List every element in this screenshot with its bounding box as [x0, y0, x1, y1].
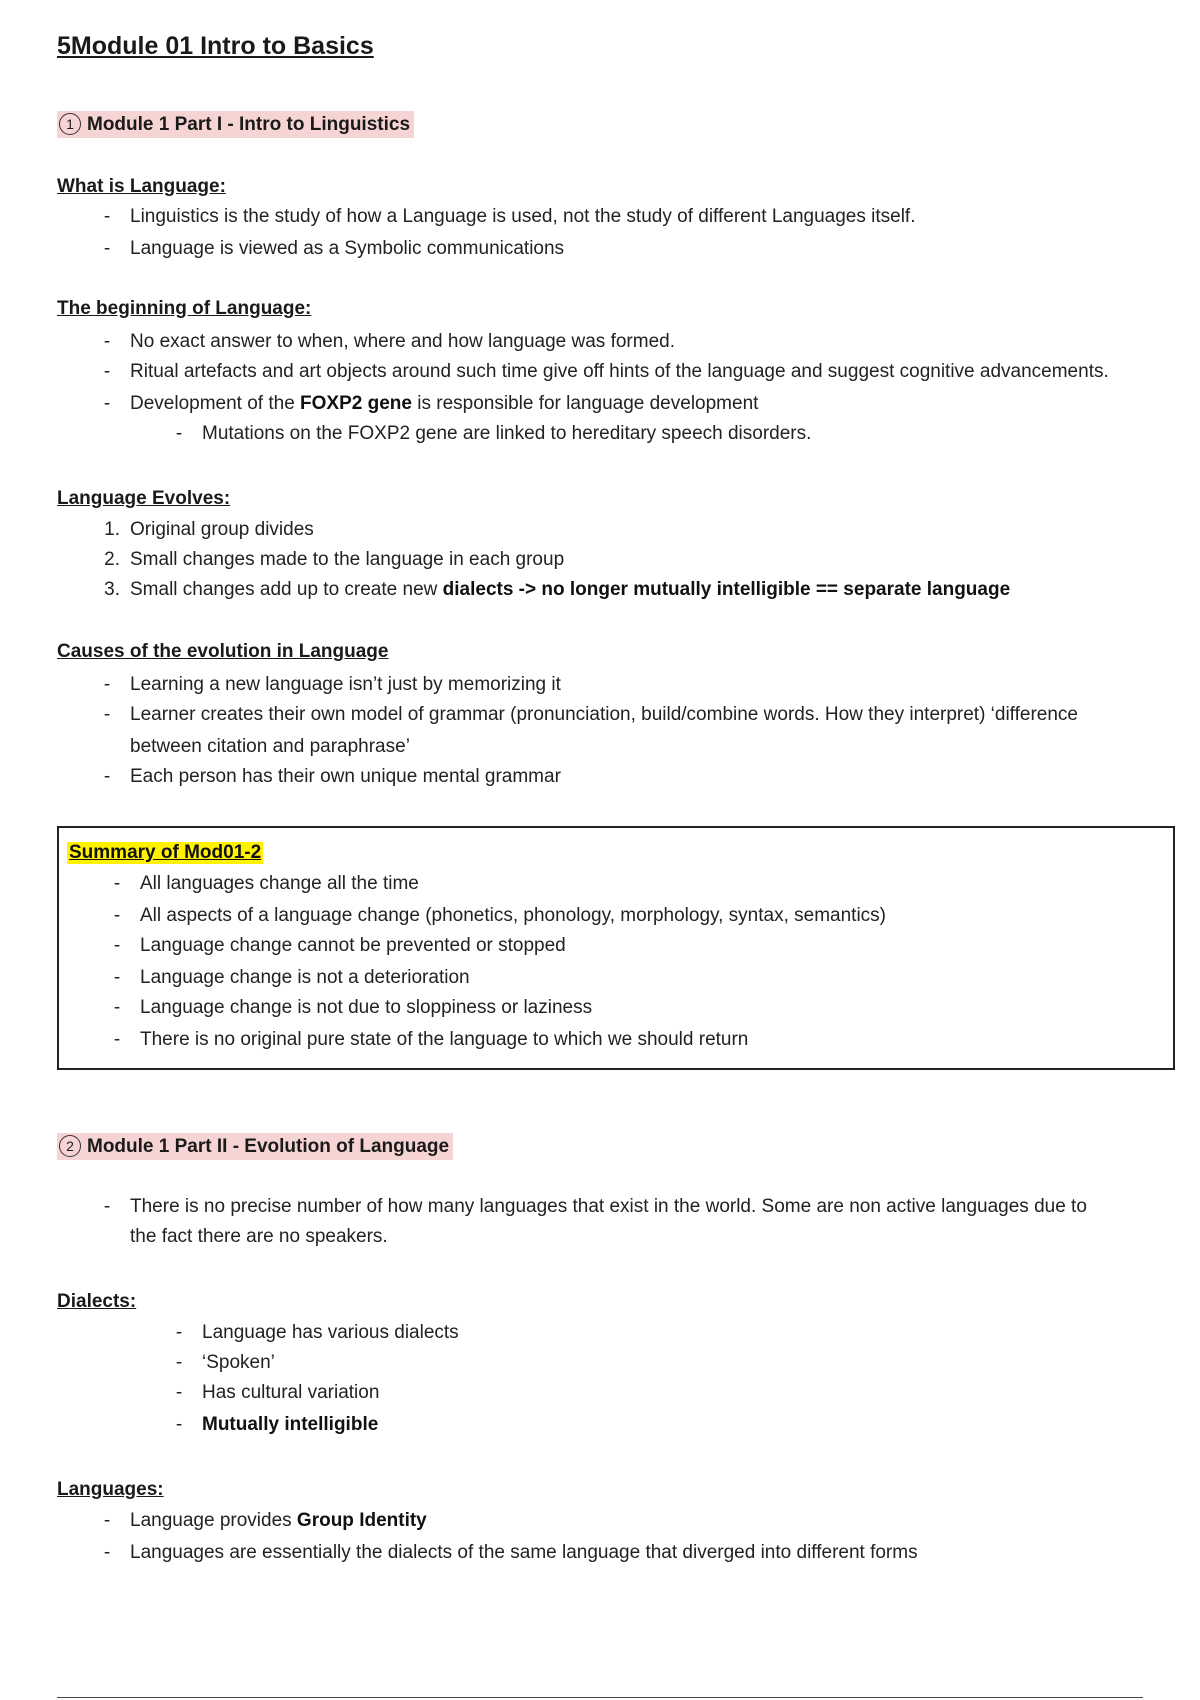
summary-item — [113, 935, 566, 957]
bullet-dash: - — [113, 905, 121, 926]
section-heading-beginning: The beginning of Language: — [57, 298, 312, 319]
bullet-dash: - — [113, 997, 121, 1018]
list-item-text: Each person has their own unique mental grammar — [130, 766, 561, 787]
list-item-continuation — [130, 1226, 388, 1248]
bullet-dash: - — [175, 1322, 183, 1343]
document-title: 5Module 01 Intro to Basics — [57, 32, 374, 60]
list-item-text: Language has various dialects — [202, 1322, 459, 1343]
list-item — [175, 1352, 275, 1374]
group-identity-bold: Group Identity — [296, 1510, 427, 1531]
summary-title: Summary of Mod01-2 — [69, 842, 262, 863]
bullet-dash: - — [103, 393, 111, 414]
list-item-text: Language change is not due to sloppiness or laziness — [140, 997, 593, 1018]
list-item-text: There is no original pure state of the language to which we should return — [140, 1029, 749, 1050]
list-item-continuation — [130, 736, 410, 758]
list-item-text: All aspects of a language change (phonetics, phonology, morphology, syntax, semantics) — [140, 905, 887, 926]
list-item — [103, 331, 675, 353]
list-item — [103, 1510, 427, 1532]
list-item-text: is responsible for language development — [411, 393, 759, 414]
bullet-dash: - — [103, 1196, 111, 1217]
bullet-dash: - — [103, 674, 111, 695]
bullet-dash: - — [103, 331, 111, 352]
dialects-bold: dialects -> no longer mutually intelligible == separate language — [442, 579, 1011, 600]
list-item-text: Development of the — [130, 393, 301, 414]
list-item-text: Small changes made to the language in each group — [130, 549, 565, 570]
list-item-text: There is no precise number of how many languages that exist in the world. Some are non active languages due to — [130, 1196, 1087, 1217]
list-item — [103, 766, 561, 788]
list-item-text: No exact answer to when, where and how language was formed. — [130, 331, 675, 352]
list-number: 2. — [104, 549, 120, 570]
summary-item — [113, 1029, 749, 1051]
bullet-dash: - — [175, 423, 183, 444]
bullet-dash: - — [103, 766, 111, 787]
summary-item — [113, 873, 419, 895]
list-item — [175, 1414, 379, 1436]
list-item — [103, 674, 561, 696]
summary-item — [113, 967, 470, 989]
bullet-dash: - — [103, 704, 111, 725]
section-heading-languages: Languages: — [57, 1479, 164, 1500]
list-item-text: ‘Spoken’ — [202, 1352, 275, 1373]
section-heading-what-is-language: What is Language: — [57, 176, 226, 197]
summary-item — [113, 997, 593, 1019]
list-item-text: Ritual artefacts and art objects around such time give off hints of the language and suggest cognitive advancements. — [130, 361, 1109, 382]
bullet-dash: - — [113, 935, 121, 956]
bullet-dash: - — [175, 1382, 183, 1403]
list-item — [103, 238, 565, 260]
list-item-text: Learning a new language isn’t just by memorizing it — [130, 674, 561, 695]
bullet-dash: - — [175, 1352, 183, 1373]
summary-item — [113, 905, 887, 927]
list-item — [103, 704, 1078, 726]
bullet-dash: - — [113, 873, 121, 894]
list-item-text: Languages are essentially the dialects of the same language that diverged into different forms — [130, 1542, 918, 1563]
list-item-text: Has cultural variation — [202, 1382, 380, 1403]
mutually-intelligible-bold: Mutually intelligible — [202, 1414, 379, 1435]
list-item-text: Language change cannot be prevented or stopped — [140, 935, 566, 956]
section-heading-dialects: Dialects: — [57, 1291, 137, 1312]
bullet-dash: - — [113, 1029, 121, 1050]
bullet-dash: - — [175, 1414, 183, 1435]
list-item-text: Language change is not a deterioration — [140, 967, 470, 988]
footer-divider — [57, 1697, 1143, 1698]
section-heading-language-evolves: Language Evolves: — [57, 488, 231, 509]
list-item — [103, 1542, 918, 1564]
part2-heading — [57, 1133, 453, 1160]
bullet-dash: - — [113, 967, 121, 988]
list-item — [175, 1322, 459, 1344]
list-item-text: Language provides — [130, 1510, 297, 1531]
list-item-text: Language is viewed as a Symbolic communications — [130, 238, 565, 259]
bullet-dash: - — [103, 1510, 111, 1531]
list-item-text: the fact there are no speakers. — [130, 1226, 388, 1247]
list-item — [175, 1382, 380, 1404]
part2-title: Module 1 Part II - Evolution of Language — [87, 1136, 450, 1157]
list-item-text: between citation and paraphrase’ — [130, 736, 410, 757]
list-item — [103, 1196, 1087, 1218]
list-item-text: Original group divides — [130, 519, 314, 540]
list-item — [103, 361, 1109, 383]
bullet-dash: - — [103, 238, 111, 259]
numbered-item — [104, 519, 314, 541]
list-number: 1. — [104, 519, 120, 540]
section-heading-causes: Causes of the evolution in Language — [57, 641, 389, 662]
foxp2-bold: FOXP2 gene — [300, 393, 412, 414]
part1-number: 1 — [59, 113, 81, 135]
list-item — [103, 206, 916, 228]
part1-heading — [57, 111, 414, 138]
bullet-dash: - — [103, 206, 111, 227]
bullet-dash: - — [103, 1542, 111, 1563]
list-item-text: All languages change all the time — [140, 873, 419, 894]
numbered-item — [104, 579, 1011, 601]
part2-number: 2 — [59, 1135, 81, 1157]
list-item — [103, 393, 759, 415]
list-sub-item — [175, 423, 812, 445]
list-item-text: Mutations on the FOXP2 gene are linked to hereditary speech disorders. — [202, 423, 812, 444]
list-number: 3. — [104, 579, 120, 600]
list-item-text: Learner creates their own model of grammar (pronunciation, build/combine words. How they interpret) ‘difference — [130, 704, 1078, 725]
bullet-dash: - — [103, 361, 111, 382]
list-item-text: Linguistics is the study of how a Language is used, not the study of different Languages itself. — [130, 206, 916, 227]
numbered-item — [104, 549, 565, 571]
list-item-text: Small changes add up to create new — [130, 579, 443, 600]
part1-title: Module 1 Part I - Intro to Linguistics — [87, 114, 411, 135]
